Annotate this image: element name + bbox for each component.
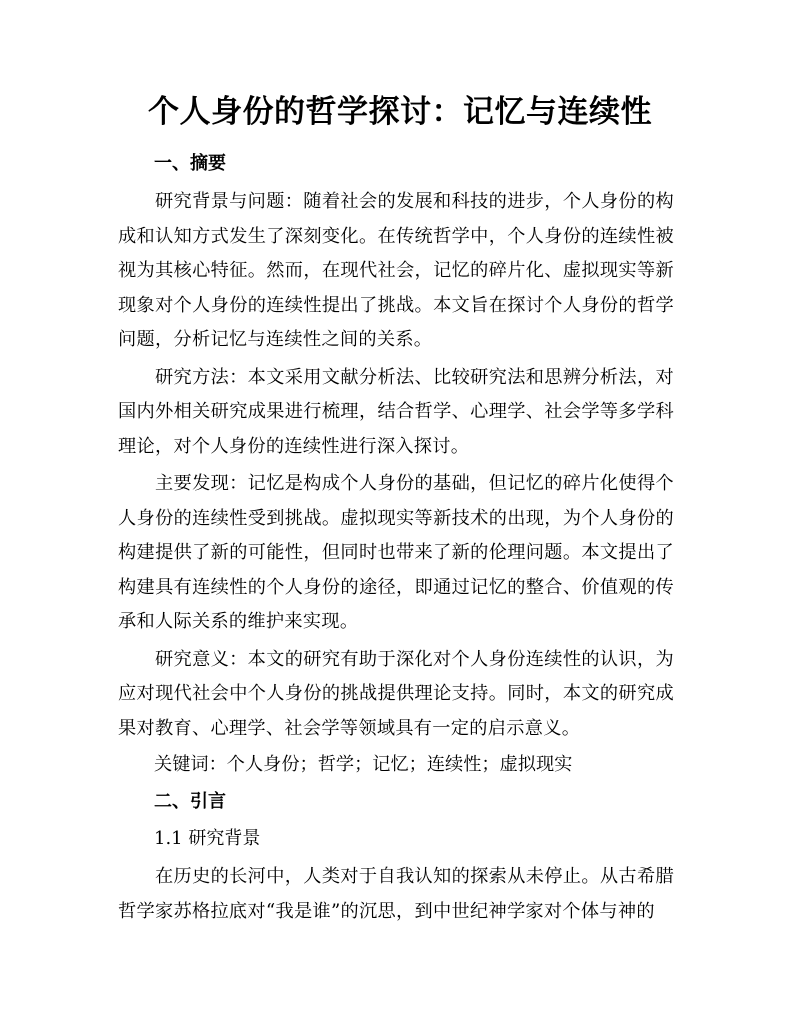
abstract-keywords: 关键词：个人身份；哲学；记忆；连续性；虚拟现实 xyxy=(154,754,573,775)
document-title: 个人身份的哲学探讨：记忆与连续性 xyxy=(148,94,652,130)
document-body xyxy=(118,148,674,932)
subsection-heading-background: 1.1 研究背景 xyxy=(154,828,261,849)
abstract-paragraph-findings: 主要发现：记忆是构成个人身份的基础，但记忆的碎片化使得个人身份的连续性受到挑战。虚拟现实等新技术的出现，为个人身份的构建提供了新的可能性，但同时也带来了新的伦理问题。本文提出了构建具有连续性的个人身份的途径，即通过记忆的整合、价值观的传承和人际关系的维护来实现。 xyxy=(118,473,674,632)
section-heading-introduction: 二、引言 xyxy=(154,791,226,812)
abstract-paragraph-method: 研究方法：本文采用文献分析法、比较研究法和思辨分析法，对国内外相关研究成果进行梳理，结合哲学、心理学、社会学等多学科理论，对个人身份的连续性进行深入探讨。 xyxy=(118,366,674,457)
abstract-paragraph-significance: 研究意义：本文的研究有助于深化对个人身份连续性的认识，为应对现代社会中个人身份的挑战提供理论支持。同时，本文的研究成果对教育、心理学、社会学等领域具有一定的启示意义。 xyxy=(118,648,674,739)
introduction-paragraph: 在历史的长河中，人类对于自我认知的探索从未停止。从古希腊哲学家苏格拉底对“我是谁”的沉思，到中世纪神学家对个体与神的 xyxy=(118,866,674,922)
abstract-paragraph-background: 研究背景与问题：随着社会的发展和科技的进步，个人身份的构成和认知方式发生了深刻变化。在传统哲学中，个人身份的连续性被视为其核心特征。然而，在现代社会，记忆的碎片化、虚拟现实等新现象对个人身份的连续性提出了挑战。本文旨在探讨个人身份的哲学问题，分析记忆与连续性之间的关系。 xyxy=(118,191,674,350)
section-heading-abstract: 一、摘要 xyxy=(154,153,226,174)
